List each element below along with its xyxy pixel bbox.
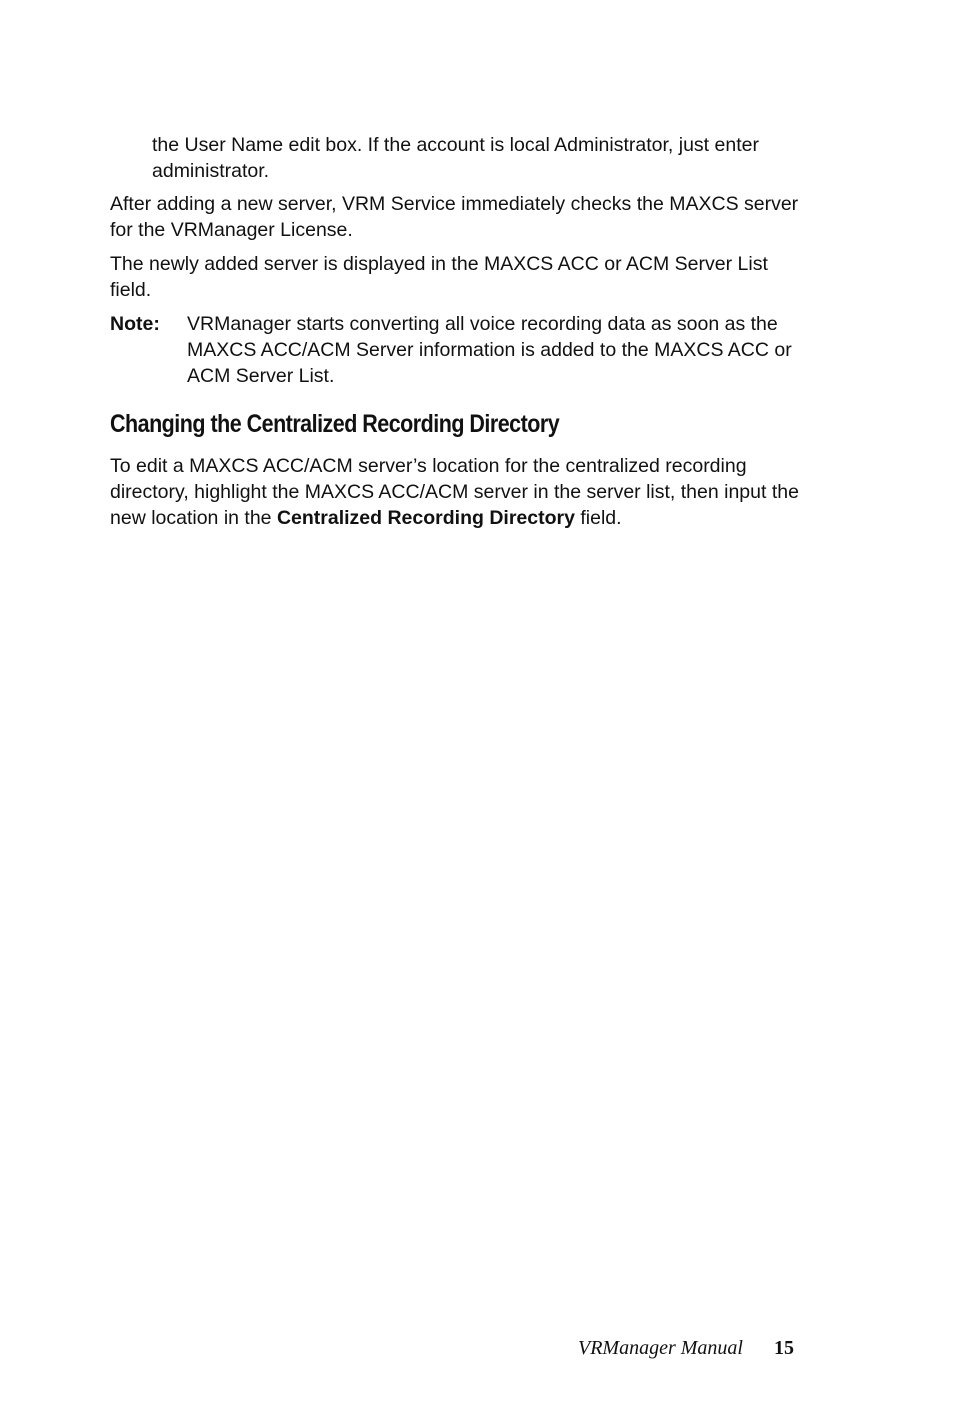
note-label: Note: bbox=[110, 313, 160, 335]
footer-title: VRManager Manual bbox=[578, 1337, 743, 1359]
note-text: VRManager starts converting all voice recording data as soon as the MAXCS ACC/ACM Server information is added to the MAXCS ACC or ACM Server List. bbox=[187, 313, 792, 387]
section-body-end: field. bbox=[574, 507, 622, 529]
continuation-paragraph: the User Name edit box. If the account is local Administrator, just enter administrator. bbox=[152, 134, 759, 182]
newly-added-paragraph: The newly added server is displayed in the MAXCS ACC or ACM Server List field. bbox=[110, 253, 768, 301]
section-heading: Changing the Centralized Recording Directory bbox=[110, 410, 560, 438]
after-adding-paragraph: After adding a new server, VRM Service immediately checks the MAXCS server for the VRManager License. bbox=[110, 193, 799, 241]
field-name-bold: Centralized Recording Directory bbox=[276, 507, 575, 529]
section-body-paragraph bbox=[110, 453, 810, 531]
page-footer bbox=[560, 1334, 800, 1364]
page-number: 15 bbox=[774, 1337, 794, 1359]
section-body-text: To edit a MAXCS ACC/ACM server’s location for the centralized recording directory, highlight the MAXCS ACC/ACM server in the server list, then input the new location in the bbox=[110, 455, 799, 529]
